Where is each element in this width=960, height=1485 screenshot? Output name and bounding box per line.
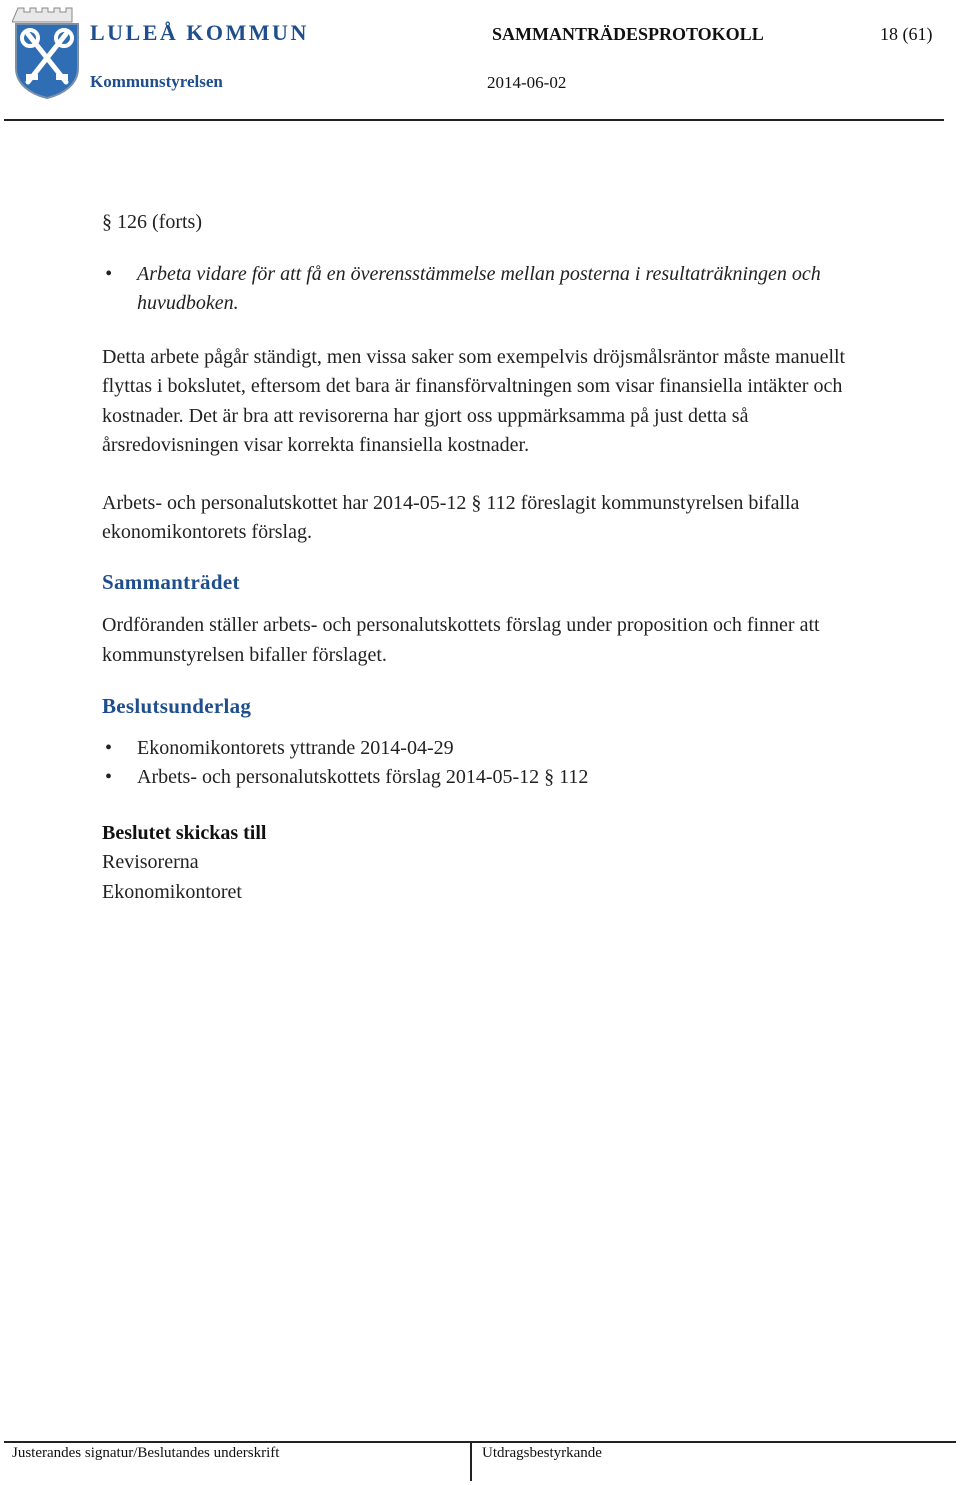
list-item: • Arbeta vidare för att få en överensstämmelse mellan posterna i resultaträkningen och huvudboken. (102, 260, 862, 319)
intro-bullet-list (102, 260, 862, 319)
heading-sammantradet: Sammanträdet (102, 569, 240, 594)
signature-label: Justerandes signatur/Beslutandes underskrift (12, 1445, 280, 1461)
beslutsunderlag-list (102, 734, 862, 793)
document-type: SAMMANTRÄDESPROTOKOLL (492, 24, 764, 44)
meeting-date: 2014-06-02 (487, 73, 567, 92)
footer-divider (4, 1441, 956, 1443)
coat-of-arms-icon (12, 4, 82, 100)
footer-column-divider (470, 1441, 472, 1481)
paragraph-background: Detta arbete pågår ständigt, men vissa saker som exempelvis dröjsmålsräntor måste manuellt flyttas i bokslutet, eftersom det bara är finansförvaltningen som visar finansiella intäkter och kostnader. Det är bra att revisorerna har gjort oss uppmärksamma på just detta så årsredovisningen visar korrekta finansiella kostnader. (102, 345, 846, 456)
list-item: • Arbets- och personalutskottets förslag 2014-05-12 § 112 (102, 763, 862, 793)
document-body (102, 208, 862, 907)
certification-label: Utdragsbestyrkande (482, 1445, 602, 1461)
organization-name: LULEÅ KOMMUN (90, 20, 309, 45)
section-reference: § 126 (forts) (102, 211, 202, 233)
list-item: • Ekonomikontorets yttrande 2014-04-29 (102, 734, 862, 764)
paragraph-decision: Ordföranden ställer arbets- och personalutskottets förslag under proposition och finner att kommunstyrelsen bifaller förslaget. (102, 614, 820, 666)
heading-beslutsunderlag: Beslutsunderlag (102, 694, 252, 718)
header-divider (4, 119, 944, 121)
department-name: Kommunstyrelsen (90, 72, 223, 91)
paragraph-proposal: Arbets- och personalutskottet har 2014-05-12 § 112 föreslagit kommunstyrelsen bifalla ekonomikontorets förslag. (102, 491, 800, 543)
heading-skickas-till: Beslutet skickas till (102, 821, 267, 844)
page-number: 18 (61) (880, 24, 933, 44)
recipient: Ekonomikontoret (102, 880, 242, 903)
recipient: Revisorerna (102, 851, 199, 873)
